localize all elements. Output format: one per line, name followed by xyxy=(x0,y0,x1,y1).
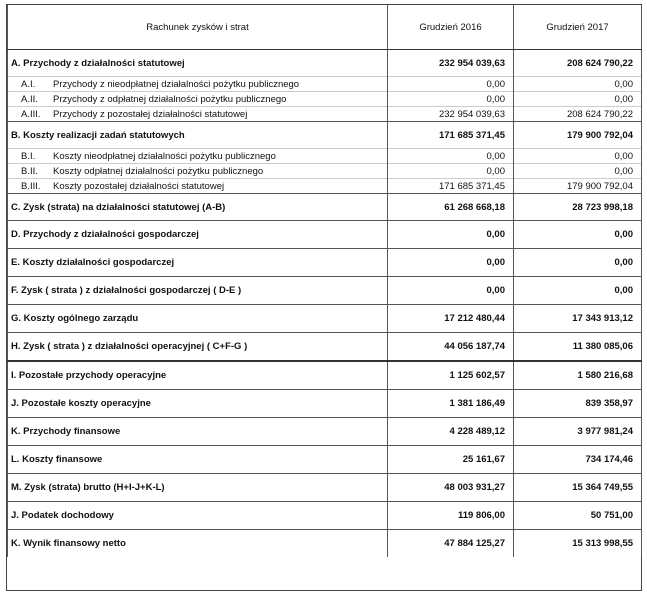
table-row xyxy=(8,277,642,305)
value-2017: 3 977 981,24 xyxy=(514,418,642,446)
table-subrow xyxy=(8,107,642,122)
row-label-cell xyxy=(8,390,388,418)
value-2017: 1 580 216,68 xyxy=(514,361,642,390)
table-row xyxy=(8,502,642,530)
value-2017: 50 751,00 xyxy=(514,502,642,530)
value-2017: 0,00 xyxy=(514,221,642,249)
row-label-cell xyxy=(8,149,388,164)
value-2017: 17 343 913,12 xyxy=(514,305,642,333)
header-2016: Grudzień 2016 xyxy=(388,5,514,50)
value-2017: 839 358,97 xyxy=(514,390,642,418)
row-label-cell xyxy=(8,418,388,446)
value-2016: 171 685 371,45 xyxy=(388,122,514,149)
table-subrow xyxy=(8,164,642,179)
row-label: M. Zysk (strata) brutto (H+I-J+K-L) xyxy=(11,482,165,493)
value-2017: 0,00 xyxy=(514,149,642,164)
value-2016: 0,00 xyxy=(388,221,514,249)
row-label: F. Zysk ( strata ) z działalności gospodarczej ( D-E ) xyxy=(11,285,242,296)
value-2017: 0,00 xyxy=(514,249,642,277)
table-row xyxy=(8,221,642,249)
table-subrow xyxy=(8,149,642,164)
row-label-cell xyxy=(8,446,388,474)
value-2016: 119 806,00 xyxy=(388,502,514,530)
table-row xyxy=(8,249,642,277)
value-2016: 0,00 xyxy=(388,92,514,107)
value-2016: 0,00 xyxy=(388,77,514,92)
value-2016: 44 056 187,74 xyxy=(388,333,514,362)
row-label-cell xyxy=(8,194,388,221)
value-2016: 4 228 489,12 xyxy=(388,418,514,446)
table-row xyxy=(8,474,642,502)
row-label: Koszty nieodpłatnej działalności pożytku publicznego xyxy=(53,150,276,162)
row-label-cell xyxy=(8,502,388,530)
header-label: Rachunek zysków i strat xyxy=(8,5,388,50)
row-label-cell xyxy=(8,92,388,107)
row-code: B.I. xyxy=(21,150,36,162)
row-label-cell xyxy=(8,277,388,305)
value-2016: 48 003 931,27 xyxy=(388,474,514,502)
value-2017: 208 624 790,22 xyxy=(514,50,642,77)
value-2017: 0,00 xyxy=(514,77,642,92)
row-label-cell xyxy=(8,179,388,194)
table-row xyxy=(8,333,642,362)
table-row xyxy=(8,530,642,558)
row-label-cell xyxy=(8,530,388,558)
row-label: Koszty pozostałej działalności statutowej xyxy=(53,180,225,192)
value-2017: 0,00 xyxy=(514,92,642,107)
income-statement-table xyxy=(7,5,642,557)
row-label: C. Zysk (strata) na działalności statutowej (A-B) xyxy=(11,201,226,213)
value-2016: 61 268 668,18 xyxy=(388,194,514,221)
row-code: A.II. xyxy=(21,93,38,105)
value-2016: 1 381 186,49 xyxy=(388,390,514,418)
row-label: E. Koszty działalności gospodarczej xyxy=(11,257,175,268)
table-row xyxy=(8,446,642,474)
income-statement xyxy=(6,4,642,591)
statement-rows xyxy=(8,50,642,558)
row-label-cell xyxy=(8,305,388,333)
row-code: B.II. xyxy=(21,165,38,177)
row-label-cell xyxy=(8,249,388,277)
table-subrow xyxy=(8,179,642,194)
row-label: Przychody z nieodpłatnej działalności pożytku publicznego xyxy=(53,78,300,90)
row-label: Koszty odpłatnej działalności pożytku publicznego xyxy=(53,165,264,177)
row-label: L. Koszty finansowe xyxy=(11,454,103,465)
row-label: K. Wynik finansowy netto xyxy=(11,538,126,549)
header-2017: Grudzień 2017 xyxy=(514,5,642,50)
value-2016: 232 954 039,63 xyxy=(388,50,514,77)
value-2016: 25 161,67 xyxy=(388,446,514,474)
row-label-cell xyxy=(8,122,388,149)
row-code: A.III. xyxy=(21,108,41,120)
value-2016: 17 212 480,44 xyxy=(388,305,514,333)
value-2016: 0,00 xyxy=(388,249,514,277)
header-row xyxy=(8,5,642,50)
row-label: I. Pozostałe przychody operacyjne xyxy=(11,370,167,381)
value-2016: 0,00 xyxy=(388,164,514,179)
table-row xyxy=(8,122,642,149)
table-row xyxy=(8,390,642,418)
value-2017: 734 174,46 xyxy=(514,446,642,474)
row-label: Przychody z pozostałej działalności statutowej xyxy=(53,108,248,120)
table-row xyxy=(8,418,642,446)
row-label-cell xyxy=(8,77,388,92)
table-row xyxy=(8,361,642,390)
value-2016: 0,00 xyxy=(388,149,514,164)
row-label-cell xyxy=(8,164,388,179)
row-label: Przychody z odpłatnej działalności pożytku publicznego xyxy=(53,93,287,105)
value-2017: 28 723 998,18 xyxy=(514,194,642,221)
value-2017: 15 364 749,55 xyxy=(514,474,642,502)
row-label: D. Przychody z działalności gospodarczej xyxy=(11,229,199,240)
row-label-cell xyxy=(8,50,388,77)
row-label: J. Pozostałe koszty operacyjne xyxy=(11,398,151,409)
row-label: G. Koszty ogólnego zarządu xyxy=(11,313,139,324)
row-label-cell xyxy=(8,107,388,122)
table-row xyxy=(8,194,642,221)
row-label: J. Podatek dochodowy xyxy=(11,510,114,521)
value-2016: 47 884 125,27 xyxy=(388,530,514,558)
value-2017: 179 900 792,04 xyxy=(514,179,642,194)
value-2016: 0,00 xyxy=(388,277,514,305)
row-label: B. Koszty realizacji zadań statutowych xyxy=(11,129,185,141)
row-label: H. Zysk ( strata ) z działalności operacyjnej ( C+F-G ) xyxy=(11,341,248,352)
value-2017: 0,00 xyxy=(514,164,642,179)
row-label-cell xyxy=(8,221,388,249)
row-code: B.III. xyxy=(21,180,41,192)
value-2017: 0,00 xyxy=(514,277,642,305)
value-2016: 232 954 039,63 xyxy=(388,107,514,122)
value-2017: 179 900 792,04 xyxy=(514,122,642,149)
row-label: K. Przychody finansowe xyxy=(11,426,121,437)
row-label: A. Przychody z działalności statutowej xyxy=(11,57,185,69)
row-label-cell xyxy=(8,474,388,502)
table-subrow xyxy=(8,92,642,107)
row-label-cell xyxy=(8,333,388,362)
table-row xyxy=(8,305,642,333)
table-row xyxy=(8,50,642,77)
value-2017: 15 313 998,55 xyxy=(514,530,642,558)
table-subrow xyxy=(8,77,642,92)
value-2017: 11 380 085,06 xyxy=(514,333,642,362)
value-2016: 1 125 602,57 xyxy=(388,361,514,390)
row-label-cell xyxy=(8,361,388,390)
value-2017: 208 624 790,22 xyxy=(514,107,642,122)
row-code: A.I. xyxy=(21,78,36,90)
value-2016: 171 685 371,45 xyxy=(388,179,514,194)
